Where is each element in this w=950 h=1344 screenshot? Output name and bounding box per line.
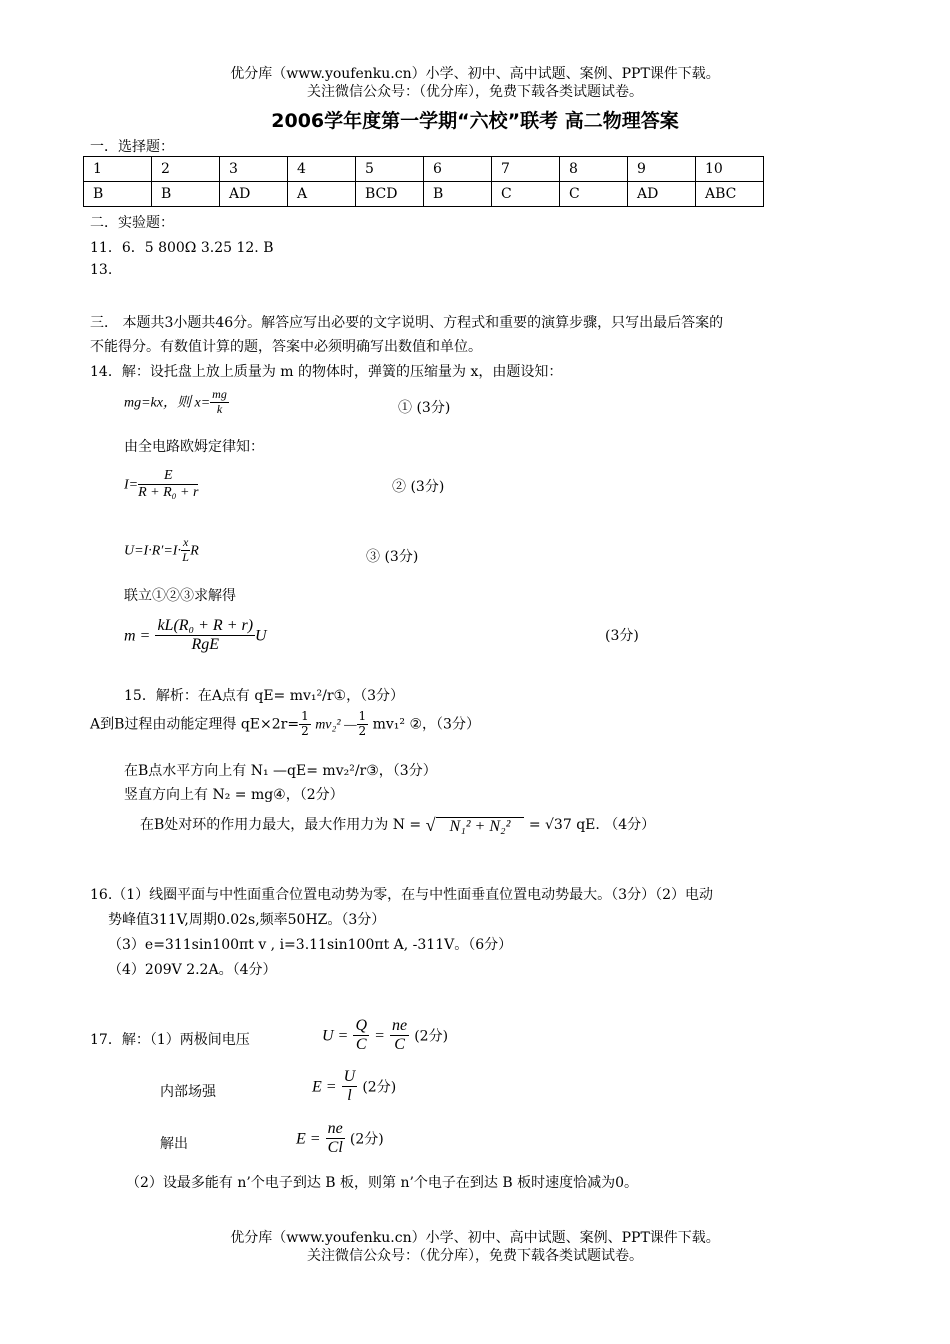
q17-solve-label: 解出 [160,1136,188,1152]
q14-eq2-mark: ② (3分) [392,479,445,495]
q17-label: 17．解：（1）两极间电压 [90,1032,250,1048]
header-source-line: 优分库（www.youfenku.cn）小学、初中、高中试题、案例、PPT课件下载。 [230,66,720,82]
q14-intro: 14．解：设托盘上放上质量为 m 的物体时，弹簧的压缩量为 x，由题设知： [90,364,563,380]
q14-eq1-lhs: mg=kx，则 x= [124,395,211,411]
q17-eq1-n1: Q [353,1017,369,1036]
q15-half-1-num: 1 [301,709,309,723]
q17-eq1-lhs: U = [322,1027,349,1045]
q14-eq3-fraction [181,536,190,565]
q17-eq1-frac2 [390,1017,409,1055]
q15-line2-a: A到B过程由动能定理得 qE×2r= [90,716,300,733]
q15-half-2-den: 2 [358,723,367,738]
q17-eq1-d1: C [355,1036,367,1054]
q16-line3: （3）e=311sin100πt v , i=3.11sin100πt A, -311V。（6分） [108,937,513,953]
question-number-cell: 1 [84,157,152,182]
section3-intro-line1: 三． 本题共3小题共46分。解答应写出必要的文字说明、方程式和重要的演算步骤，只写出最后答案的 [90,315,724,331]
q14-eq3-mark: ③ (3分) [366,549,419,565]
answer-cell: A [288,182,356,207]
q15-line5 [140,814,655,836]
question-number-cell: 3 [220,157,288,182]
answer-table [83,156,764,207]
section2-heading: 二．实验题： [90,215,174,231]
q15-half-1 [299,710,311,739]
q17-eq2-lhs: E = [312,1078,337,1096]
q15-line4: 竖直方向上有 N₂ = mg④，（2分） [124,787,344,803]
q17-eq3-n: ne [326,1120,345,1139]
question-number-cell: 8 [560,157,628,182]
q14-eq1-num: mg [212,387,227,401]
question-number-cell: 9 [628,157,696,182]
q14-eq4-fraction [155,617,255,655]
q11-12-answers: 11．6．5 800Ω 3.25 12. B [90,240,274,256]
q17-eq2-n: U [342,1068,358,1087]
question-number-cell: 2 [152,157,220,182]
q15-half-1-den: 2 [301,723,309,738]
q15-line2 [90,710,480,739]
q17-eq3 [296,1120,384,1158]
q16-line2: 势峰值311V,周期0.02s,频率50HZ。（3分） [108,912,386,928]
q17-eq2-frac [342,1068,358,1106]
q17-part2: （2）设最多能有 n’个电子到达 B 板，则第 n’个电子在到达 B 板时速度恰减为0。 [126,1175,639,1191]
q17-eq2 [312,1068,396,1106]
answer-table-answer-row [84,182,764,207]
question-number-cell: 7 [492,157,560,182]
q17-eq1-frac1 [353,1017,369,1055]
question-number-cell: 5 [356,157,424,182]
answer-cell: C [492,182,560,207]
q15-half-2 [357,710,369,739]
q14-eq1 [124,388,229,417]
q15-line2-b: mv₂² — [315,717,357,733]
q15-sqrt-expression [426,815,525,836]
q16-line1: 16.（1）线圈平面与中性面重合位置电动势为零，在与中性面垂直位置电动势最大。（3分）（2）电动 [90,887,713,903]
header-wechat-line: 关注微信公众号：（优分库），免费下载各类试题试卷。 [307,84,643,100]
q15-line5-a: 在B处对环的作用力最大，最大作用力为 N = [140,817,422,833]
answer-cell: AD [628,182,696,207]
answer-cell: B [152,182,220,207]
footer-wechat-line: 关注微信公众号：（优分库），免费下载各类试题试卷。 [307,1248,643,1264]
section1-heading: 一．选择题： [90,139,174,155]
q14-eq3-num: x [182,535,189,549]
q17-eq3-mark: (2分) [349,1131,384,1148]
q17-eq3-lhs: E = [296,1130,321,1148]
q15-line5-b: = √37 qE. （4分） [528,817,656,833]
q15-line2-c: mv₁² ②，（3分） [372,716,480,733]
q14-eq4-num: kL(R₀ + R + r) [155,617,255,636]
answer-cell: BCD [356,182,424,207]
answer-cell: B [424,182,492,207]
q14-eq4-lhs: m = [124,627,151,645]
q14-eq3-lhs: U=I·R′=I· [124,543,181,559]
q14-eq3-rhs: R [190,543,199,559]
q14-law: 由全电路欧姆定律知： [124,439,264,455]
q14-eq4-rhs: U [255,627,267,645]
q17-eq2-mark: (2分) [362,1079,397,1096]
q13-label: 13. [90,262,113,278]
q15-half-2-num: 1 [358,709,367,723]
footer-source-line: 优分库（www.youfenku.cn）小学、初中、高中试题、案例、PPT课件下载。 [230,1230,720,1246]
section3-intro-line2: 不能得分。有数值计算的题，答案中必须明确写出数值和单位。 [90,339,482,355]
q15-sqrt-body: N₁² + N₂² [436,817,525,835]
question-number-cell: 10 [696,157,764,182]
q17-eq3-frac [326,1120,345,1158]
q14-eq2-fraction [138,468,198,501]
q15-line3: 在B点水平方向上有 N₁ —qE= mv₂²/r③，（3分） [124,763,437,779]
page-title: 2006学年度第一学期“六校”联考 高二物理答案 [271,110,679,132]
q14-eq4-mark: (3分) [605,628,639,644]
q14-eq2-lhs: I= [124,477,139,493]
q17-eq2-d: l [347,1087,352,1105]
q14-eq2 [124,468,198,501]
q15-line1: 15．解析：在A点有 qE= mv₁²/r①，（3分） [124,688,405,704]
q17-field-label: 内部场强 [160,1084,216,1100]
q14-eq3 [124,536,199,565]
q17-eq1-n2: ne [390,1017,409,1036]
q14-eq1-den: k [216,401,223,416]
answer-cell: B [84,182,152,207]
q14-eq1-fraction [210,388,229,417]
q17-eq1-d2: C [394,1036,405,1054]
question-number-cell: 6 [424,157,492,182]
q17-eq3-d: Cl [327,1139,343,1157]
radical-sign-icon: √ [425,814,436,835]
answer-cell: C [560,182,628,207]
q17-eq1-equals: = [374,1027,385,1045]
q14-combine: 联立①②③求解得 [124,588,236,604]
q14-eq3-den: L [182,549,189,564]
q14-eq1-mark: ① (3分) [398,400,451,416]
q16-line4: （4）209V 2.2A。（4分） [108,962,277,978]
answer-cell: AD [220,182,288,207]
answer-table-number-row [84,157,764,182]
q17-eq1-mark: (2分) [414,1028,449,1045]
q14-eq2-num: E [138,468,198,485]
q14-eq4 [124,617,267,655]
answer-cell: ABC [696,182,764,207]
q14-eq2-den: R + R₀ + r [138,485,199,501]
q17-eq1 [322,1017,448,1055]
question-number-cell: 4 [288,157,356,182]
q14-eq4-den: RgE [191,636,220,654]
